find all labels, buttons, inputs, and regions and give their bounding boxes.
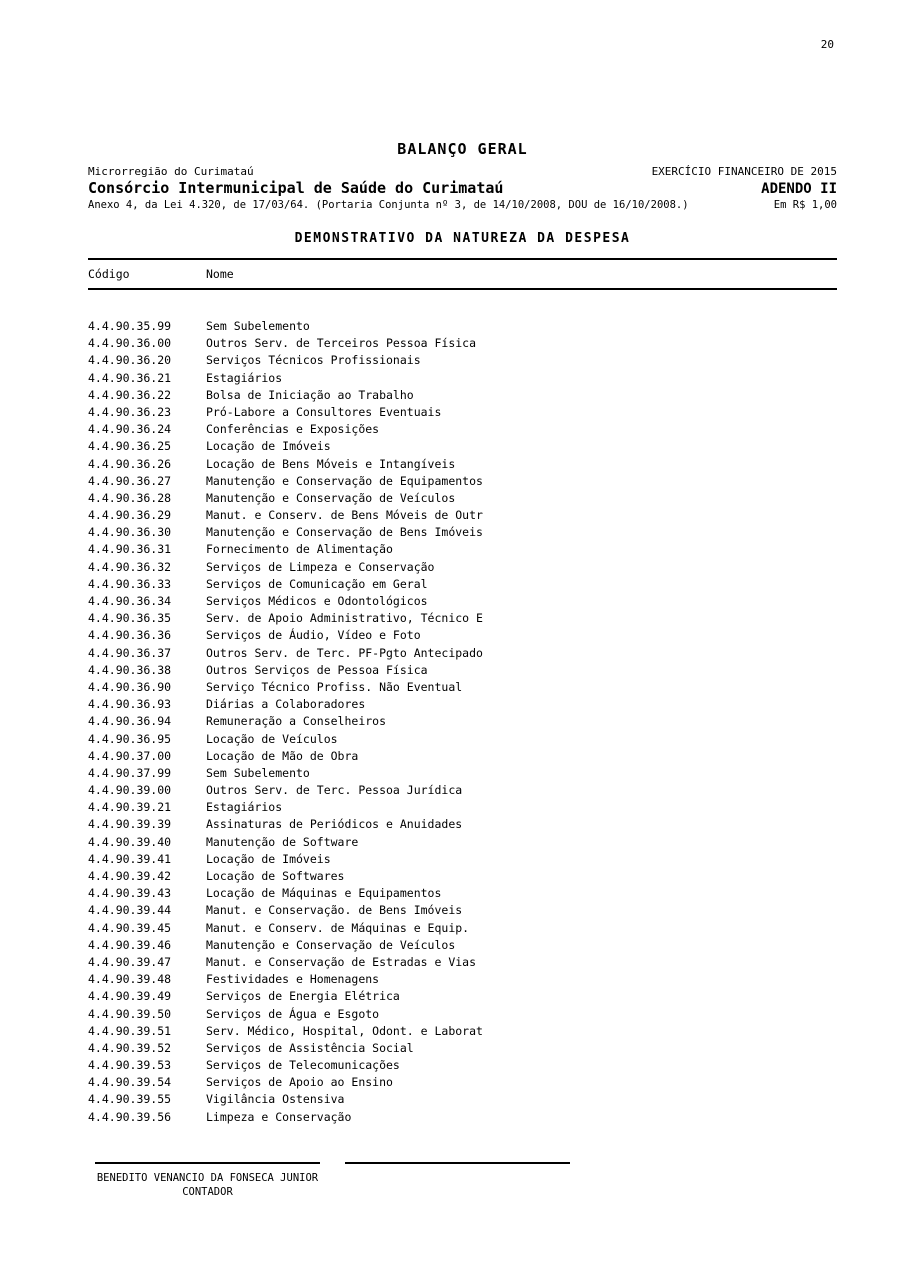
table-row [88,352,837,369]
row-code: 4.4.90.39.00 [88,783,172,798]
table-row [88,370,837,387]
row-name: Locação de Imóveis [206,851,331,866]
row-name: Serviços de Comunicação em Geral [206,576,428,591]
row-code: 4.4.90.39.55 [88,1092,172,1107]
row-code: 4.4.90.39.41 [88,851,172,866]
page-number: 20 [820,38,834,51]
table-body [88,318,837,1126]
row-code: 4.4.90.36.95 [88,731,172,746]
row-code: 4.4.90.39.40 [88,834,172,849]
row-name: Manutenção e Conservação de Bens Imóveis [206,525,483,540]
row-code: 4.4.90.39.46 [88,937,172,952]
currency-note: Em R$ 1,00 [773,199,837,211]
row-name: Outros Serv. de Terc. Pessoa Jurídica [206,783,463,798]
row-code: 4.4.90.36.33 [88,576,172,591]
row-code: 4.4.90.36.27 [88,473,172,488]
organization-name: Consórcio Intermunicipal de Saúde do Curimataú [88,179,504,197]
table-row [88,799,837,816]
signatory-title: CONTADOR [182,1186,233,1198]
row-name: Sem Subelemento [206,319,310,333]
row-code: 4.4.90.36.37 [88,645,172,660]
table-row [88,438,837,455]
header-line-1 [88,164,837,179]
row-name: Serviços Médicos e Odontológicos [206,594,428,608]
row-name: Estagiários [206,800,283,815]
table-row [88,988,837,1005]
table-row [88,1023,837,1040]
row-name: Manutenção e Conservação de Equipamentos [206,473,483,488]
table-row [88,456,837,473]
row-name: Fornecimento de Alimentação [206,542,393,557]
row-code: 4.4.90.39.53 [88,1058,172,1073]
table-row [88,765,837,782]
row-name: Serviço Técnico Profiss. Não Eventual [206,679,463,694]
table-row [88,610,837,627]
table-row [88,851,837,868]
row-code: 4.4.90.36.25 [88,439,172,454]
row-code: 4.4.90.36.24 [88,422,172,437]
table-row [88,318,837,335]
report-header [88,140,837,290]
row-name: Locação de Imóveis [206,439,331,454]
row-name: Remuneração a Conselheiros [206,714,387,729]
table-row [88,782,837,799]
row-code: 4.4.90.39.50 [88,1006,172,1021]
table-row [88,679,837,696]
org-region: Microrregião do Curimataú [88,165,254,178]
row-code: 4.4.90.39.39 [88,817,172,832]
table-row [88,627,837,644]
row-code: 4.4.90.39.42 [88,869,172,883]
table-row [88,335,837,352]
row-name: Limpeza e Conservação [206,1109,352,1124]
signature-lines [95,1156,570,1164]
row-code: 4.4.90.39.52 [88,1040,172,1055]
table-row [88,713,837,730]
row-code: 4.4.90.39.47 [88,954,172,969]
row-name: Locação de Veículos [206,731,338,746]
table-column-headers [88,260,837,288]
row-name: Serviços de Apoio ao Ensino [206,1075,393,1090]
row-name: Serviços de Assistência Social [206,1040,414,1055]
row-name: Locação de Bens Móveis e Intangíveis [206,456,456,471]
row-name: Manut. e Conserv. de Máquinas e Equip. [206,920,470,935]
table-row [88,421,837,438]
table-row [88,524,837,541]
row-name: Vigilância Ostensiva [206,1092,345,1107]
row-code: 4.4.90.39.54 [88,1075,172,1090]
table-row [88,834,837,851]
table-row [88,1109,837,1126]
header-line-2 [88,179,837,198]
row-name: Manutenção e Conservação de Veículos [206,490,456,505]
row-code: 4.4.90.36.90 [88,679,172,694]
row-name: Manutenção de Software [206,834,359,849]
table-row [88,559,837,576]
signature-line-2 [345,1156,570,1164]
report-title: DEMONSTRATIVO DA NATUREZA DA DESPESA [294,231,631,246]
table-row [88,1040,837,1057]
signature-line-1 [95,1156,320,1164]
signatory-name: BENEDITO VENANCIO DA FONSECA JUNIOR [96,1172,319,1184]
table-row [88,816,837,833]
row-code: 4.4.90.39.45 [88,920,172,935]
row-name: Serviços Técnicos Profissionais [206,353,421,368]
row-code: 4.4.90.39.44 [88,903,172,918]
table-row [88,902,837,919]
row-name: Festividades e Homenagens [206,972,380,987]
row-name: Locação de Mão de Obra [206,748,359,763]
row-name: Serviços de Água e Esgoto [206,1006,380,1021]
table-row [88,593,837,610]
column-header-codigo: Código [88,267,130,281]
row-name: Locação de Máquinas e Equipamentos [206,886,442,901]
row-name: Outros Serv. de Terc. PF-Pgto Antecipado [206,645,483,660]
row-code: 4.4.90.36.94 [88,714,172,729]
table-row [88,1091,837,1108]
row-name: Manut. e Conserv. de Bens Móveis de Outr [206,508,483,523]
row-name: Serviços de Limpeza e Conservação [206,559,435,574]
row-code: 4.4.90.39.56 [88,1109,172,1124]
table-row [88,473,837,490]
legal-reference: Anexo 4, da Lei 4.320, de 17/03/64. (Portaria Conjunta nº 3, de 14/10/2008, DOU de 16/10/2008.) [88,199,689,211]
row-code: 4.4.90.37.99 [88,765,172,780]
row-code: 4.4.90.36.28 [88,490,172,505]
table-row [88,885,837,902]
table-row [88,507,837,524]
row-name: Manut. e Conservação. de Bens Imóveis [206,903,463,918]
document-title: BALANÇO GERAL [397,140,528,158]
header-bottom-rule [88,288,837,290]
table-row [88,696,837,713]
row-code: 4.4.90.39.49 [88,989,172,1004]
row-code: 4.4.90.36.34 [88,594,172,608]
row-code: 4.4.90.36.23 [88,404,172,419]
fiscal-year: EXERCÍCIO FINANCEIRO DE 2015 [651,165,837,178]
row-code: 4.4.90.36.20 [88,353,172,368]
table-row [88,954,837,971]
table-row [88,645,837,662]
row-code: 4.4.90.36.38 [88,662,172,677]
row-code: 4.4.90.37.00 [88,748,172,763]
row-code: 4.4.90.36.32 [88,559,172,574]
table-row [88,748,837,765]
row-code: 4.4.90.36.29 [88,508,172,523]
row-name: Serviços de Áudio, Vídeo e Foto [206,628,421,643]
table-row [88,490,837,507]
signature-block [95,1156,570,1198]
table-row [88,1006,837,1023]
row-name: Bolsa de Iniciação ao Trabalho [206,387,414,402]
row-code: 4.4.90.36.31 [88,542,172,557]
row-code: 4.4.90.35.99 [88,319,172,333]
table-row [88,868,837,885]
row-name: Serviços de Energia Elétrica [206,989,400,1004]
table-row [88,731,837,748]
column-header-nome: Nome [206,267,234,281]
table-row [88,404,837,421]
row-name: Diárias a Colaboradores [206,697,366,712]
row-code: 4.4.90.36.35 [88,611,172,626]
row-name: Locação de Softwares [206,869,345,883]
row-name: Manut. e Conservação de Estradas e Vias [206,954,477,969]
row-name: Serv. Médico, Hospital, Odont. e Laborat [206,1023,483,1038]
row-code: 4.4.90.39.43 [88,886,172,901]
addendum-label: ADENDO II [761,181,837,197]
table-row [88,662,837,679]
row-name: Serviços de Telecomunicações [206,1058,400,1073]
row-code: 4.4.90.36.00 [88,336,172,351]
row-name: Outros Serv. de Terceiros Pessoa Física [206,336,477,351]
table-row [88,937,837,954]
row-name: Assinaturas de Periódicos e Anuidades [206,817,463,832]
row-code: 4.4.90.36.21 [88,370,172,385]
table-row [88,541,837,558]
row-code: 4.4.90.39.48 [88,972,172,987]
row-name: Pró-Labore a Consultores Eventuais [206,404,442,419]
row-name: Conferências e Exposições [206,422,380,437]
row-code: 4.4.90.36.93 [88,697,172,712]
row-name: Estagiários [206,370,283,385]
row-code: 4.4.90.36.22 [88,387,172,402]
row-name: Manutenção e Conservação de Veículos [206,937,456,952]
row-code: 4.4.90.36.30 [88,525,172,540]
table-row [88,387,837,404]
table-row [88,1057,837,1074]
row-code: 4.4.90.39.21 [88,800,172,815]
table-row [88,920,837,937]
table-row [88,576,837,593]
row-name: Outros Serviços de Pessoa Física [206,662,428,677]
row-name: Serv. de Apoio Administrativo, Técnico E [206,611,483,626]
row-name: Sem Subelemento [206,765,310,780]
row-code: 4.4.90.36.26 [88,456,172,471]
header-line-3 [88,198,837,213]
row-code: 4.4.90.36.36 [88,628,172,643]
table-row [88,1074,837,1091]
table-row [88,971,837,988]
row-code: 4.4.90.39.51 [88,1023,172,1038]
